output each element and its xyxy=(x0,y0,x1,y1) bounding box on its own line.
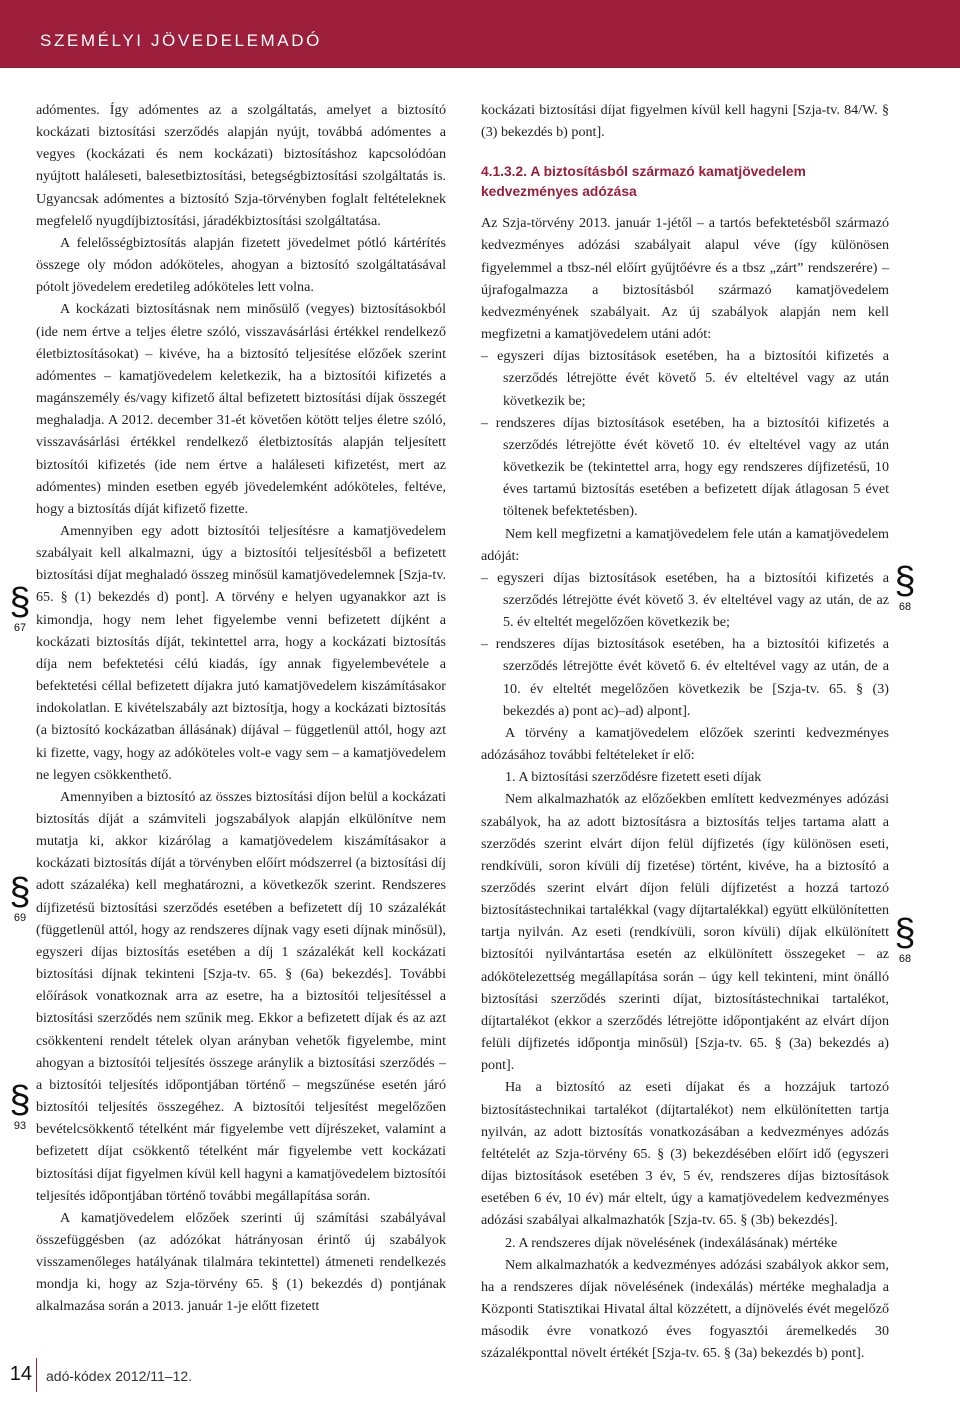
body-paragraph: A kamatjövedelem előzőek szerinti új számítási szabályával összefüggésben (az adózókat hátrányosan érintő új szabályok visszamenőleges hatályának tilalmára tekintettel) átmeneti rendelkezés mondja ki, hogy az Szja-törvény 65. § (1) bekezdés d) pontjának alkalmazása során a 2013. január 1-je előtt fizetett xyxy=(36,1209,446,1315)
body-paragraph: Ha a biztosító az eseti díjakat és a hozzájuk tartozó biztosítástechnikai tartalékot (díjtartalékot) nem elkülönítetten tartja nyilván, az adott biztosítás vonatkozásában a kedvezményes adózás feltételét az Szja-törvény 65. § (3) bekezdésében előírt idő (egyszeri díjas biztosítások esetében 3 év, 5 év, rendszeres díjas biztosítások esetében 6 év, 10 év) már eltelt, úgy a kamatjövedelem kedvezményes adózási szabályai alkalmazhatók [Szja-tv. 65. § (3b) bekezdés]. xyxy=(481,1079,889,1229)
right-column xyxy=(481,99,889,1364)
body-paragraph: Amennyiben egy adott biztosítói teljesítésre a kamatjövedelem szabályait kell alkalmazni, úgy a biztosítói teljesítésből a befizetett biztosítási díjat meghaladó összeg minősül kamatjövedelemnek [Szja-tv. 65. § (1) bekezdés d) pont]. A törvény e helyen ugyanakkor azt is kimondja, hogy nem lehet figyelembe venni befizetett díjként a kockázati biztosítás díját, tekintettel arra, hogy a kockázati biztosítás díja nem befektetési célú kiadás, így annak figyelembevétele a befektetési céllal befizetett díjakra jutó kamatjövedelem kiszámításakor indokolatlan. E kivételszabály azt biztosítja, hogy a kockázati biztosítás (a biztosító kockázatban állásának) díjával – függetlenül attól, hogy azt ki fizette, vagy, hogy az adóköteles volt-e vagy sem – a kamatjövedelem ne legyen csökkenthető. xyxy=(36,522,446,783)
body-paragraph: adómentes. Így adómentes az a szolgáltatás, amelyet a biztosító kockázati biztosítási szerződés alapján nyújt, továbbá adómentes a vegyes (kockázati és nem kockázati) biztosításhoz kapcsolódóan nyújtott haláleseti, balesetbiztosítási, betegségbiztosítási szolgáltatás is. Ugyancsak adómentes a biztosító Szja-törvényben foglalt feltételeknek megfelelő nyugdíjbiztosítási, járadékbiztosítási szolgáltatása. xyxy=(36,102,446,229)
body-paragraph: A törvény a kamatjövedelem előzőek szerinti kedvezményes adózásához további feltételeket ír elő: xyxy=(481,724,889,764)
list-item: – rendszeres díjas biztosítások esetében, ha a biztosítói kifizetés a szerződés létrejötte évét követő 6. év elteltével vagy az után, de a 10. év elteltét megelőzően következik be [Szja-tv. 65. § (3) bekezdés a) pont ac)–ad) alpont]. xyxy=(481,636,889,719)
body-paragraph: Nem alkalmazhatók az előzőekben említett kedvezményes adózási szabályok, ha az adott biztosításra a biztosítás teljes tartama alatt a szerződés szerint elvárt díjon felül díjfizetés (így különösen eseti, rendkívüli, soron kívüli díj fizetése) történt, kivéve, ha a biztosító a szerződés szerint elvárt díjon felüli díjfizetést a hozzá tartozó biztosítástechnikai tartalékkal (vagy díjtartalékkal) együtt elkülönítetten tartja nyilván. Az eseti (rendkívüli, soron kívüli) díjak elkülönített biztosítói nyilvántartása esetén az elkülönített összegeket – az adókötelezettség megállapítása során – úgy kell tekinteni, mint önálló biztosítási szerződés szerinti díjat, biztosítástechnikai tartalékot, díjtartalékot (ekkor a szerződés létrejötte időpontjaként az elvárt díjon felüli díjfizetés időpontja minősül) [Szja-tv. 65. § (3a) bekezdés a) pont]. xyxy=(481,791,889,1074)
section-sign-icon: § xyxy=(9,871,31,913)
body-paragraph: A kockázati biztosításnak nem minősülő (vegyes) biztosításokból (ide nem értve a teljes életre szóló, visszavásárlási értékkel rendelkező életbiztosításokat) – kivéve, ha a biztosító teljesítése előzőek szerint adómentes – kamatjövedelem keletkezik, ha a biztosítói kifizetés a magánszemély és/vagy kifizető által befizetett biztosítási díjak összegét meghaladja. A 2012. december 31-ét követően kötött teljes életre szóló, visszavásárlási értékkel rendelkező életbiztosítás alapján teljesített biztosítói kifizetés (ide nem értve a haláleseti kifizetést, mert az adómentes) minden esetben egyéb jövedelemként adóköteles, feltéve, hogy a biztosítás díját kifizető fizette. xyxy=(36,301,446,517)
body-paragraph: A felelősségbiztosítás alapján fizetett jövedelmet pótló kártérítés összege oly módon adóköteles, ahogyan a biztosító szolgáltatásával pótolt jövedelem eredetileg adóköteles lett volna. xyxy=(36,234,446,296)
running-head-title: SZEMÉLYI JÖVEDELEMADÓ xyxy=(40,31,322,50)
body-paragraph: Amennyiben a biztosító az összes biztosítási díjon belül a kockázati biztosítás díját a számviteli jogszabályok alapján elkülönítve nem mutatja ki, akkor kizárólag a kamatjövedelem kiszámításakor a kockázati biztosítás díját a törvényben előírt módszerrel (a biztosítási díj adott százaléka) kell meghatározni, a következők szerint. Rendszeres díjfizetésű biztosítási szerződés esetében a befizetett díj 10 százalékát (függetlenül attól, hogy az rendszeres díjnak vagy eseti díjnak minősül), egyszeri díjas biztosítás esetében a díj 1 százalékát kell kockázati biztosítási díjnak tekinteni [Szja-tv. 65. § (6a) bekezdés]. További előírások vonatkoznak arra az esetre, ha a biztosítói teljesítéssel a biztosítási szerződés nem szűnik meg. Ekkor a befizetett díjak és az azt csökkenteni rendelt tételek olyan arányban vehetők figyelembe, mint ahogyan a biztosítói teljesítés összege aránylik a biztosítási szerződés – a biztosítói teljesítés időpontjában történő – megszűnése esetén járó biztosítói teljesítés összegéhez. A biztosítói teljesítést megelőzően bevételcsökkentő tételként már figyelembe vett díjrészeket, valamint a befizetett díjat csökkentő tételként már figyelembe vett kockázati biztosítási díjat figyelmen kívül kell hagyni a kamatjövedelem biztosítói teljesítés időpontjában történő további megállapítása során. xyxy=(36,788,446,1204)
list-item: – egyszeri díjas biztosítások esetében, ha a biztosítói kifizetés a szerződés létrejötte évét követő 3. év elteltével vagy az után, de az 5. év elteltét megelőzően következik be; xyxy=(481,569,889,631)
section-sign-icon: § xyxy=(894,560,916,602)
body-paragraph: Az Szja-törvény 2013. január 1-jétől – a tartós befektetésből származó kedvezményes adózási szabályait alapul véve (így különösen figyelemmel a tbsz-nél előírt gyűjtőévre és a tbsz „zárt” rendszerére) – újrafogalmazza a biztosításból származó kamatjövedelem kedvezményének szabályait. Az új szabályok alapján nem kell megfizetni a kamatjövedelem utáni adót: xyxy=(481,215,889,343)
paragraph-ref-left xyxy=(8,1080,32,1132)
list-item: – egyszeri díjas biztosítások esetében, ha a biztosítói kifizetés a szerződés létrejötte évét követő 5. év elteltével vagy az után következik be; xyxy=(481,348,889,409)
paragraph-ref-number: 93 xyxy=(13,1120,27,1132)
body-paragraph: kockázati biztosítási díjat figyelmen kívül kell hagyni [Szja-tv. 84/W. § (3) bekezdés b) pont]. xyxy=(481,102,889,141)
section-heading: 4.1.3.2. A biztosításból származó kamatjövedelem kedvezményes adózása xyxy=(481,164,806,200)
body-paragraph: Nem kell megfizetni a kamatjövedelem fele után a kamatjövedelem adóját: xyxy=(481,525,889,564)
section-sign-icon: § xyxy=(9,1079,31,1121)
paragraph-ref-left xyxy=(8,872,32,924)
list-item: – rendszeres díjas biztosítások esetében, ha a biztosítói kifizetés a szerződés létrejötte évét követő 10. év elteltével vagy az után következik be (tekintettel arra, hogy egy rendszeres díjfizetésű, 10 éves tartamú biztosítás esetében a befizetett díjak átlagosan 5 évet töltenek befektetésben). xyxy=(481,414,889,520)
subheading: 1. A biztosítási szerződésre fizetett eseti díjak xyxy=(505,769,762,786)
paragraph-ref-number: 68 xyxy=(898,953,912,965)
paragraph-ref-number: 69 xyxy=(13,912,27,924)
paragraph-ref-number: 67 xyxy=(13,622,27,634)
publication-name: adó-kódex 2012/11–12. xyxy=(46,1368,193,1384)
paragraph-ref-number: 68 xyxy=(898,601,912,613)
page-number: 14 xyxy=(9,1363,32,1385)
section-sign-icon: § xyxy=(9,581,31,623)
subheading: 2. A rendszeres díjak növelésének (indexálásának) mértéke xyxy=(505,1234,838,1251)
header-band xyxy=(0,0,960,68)
body-paragraph: Nem alkalmazhatók a kedvezményes adózási szabályok akkor sem, ha a rendszeres díjak növelésének (indexálás) mértéke meghaladja a Központi Statisztikai Hivatal által közzétett, a díjnövelés évét megelőző második évre vonatkozó éves fogyasztói áremelkedés 30 százalékponttal növelt értékét [Szja-tv. 65. § (3a) bekezdés b) pont]. xyxy=(481,1256,889,1362)
paragraph-ref-right xyxy=(893,561,917,613)
paragraph-ref-right xyxy=(893,913,917,965)
paragraph-ref-left xyxy=(8,582,32,634)
footer-divider xyxy=(36,1358,37,1392)
left-column xyxy=(36,99,446,1318)
section-sign-icon: § xyxy=(894,912,916,954)
